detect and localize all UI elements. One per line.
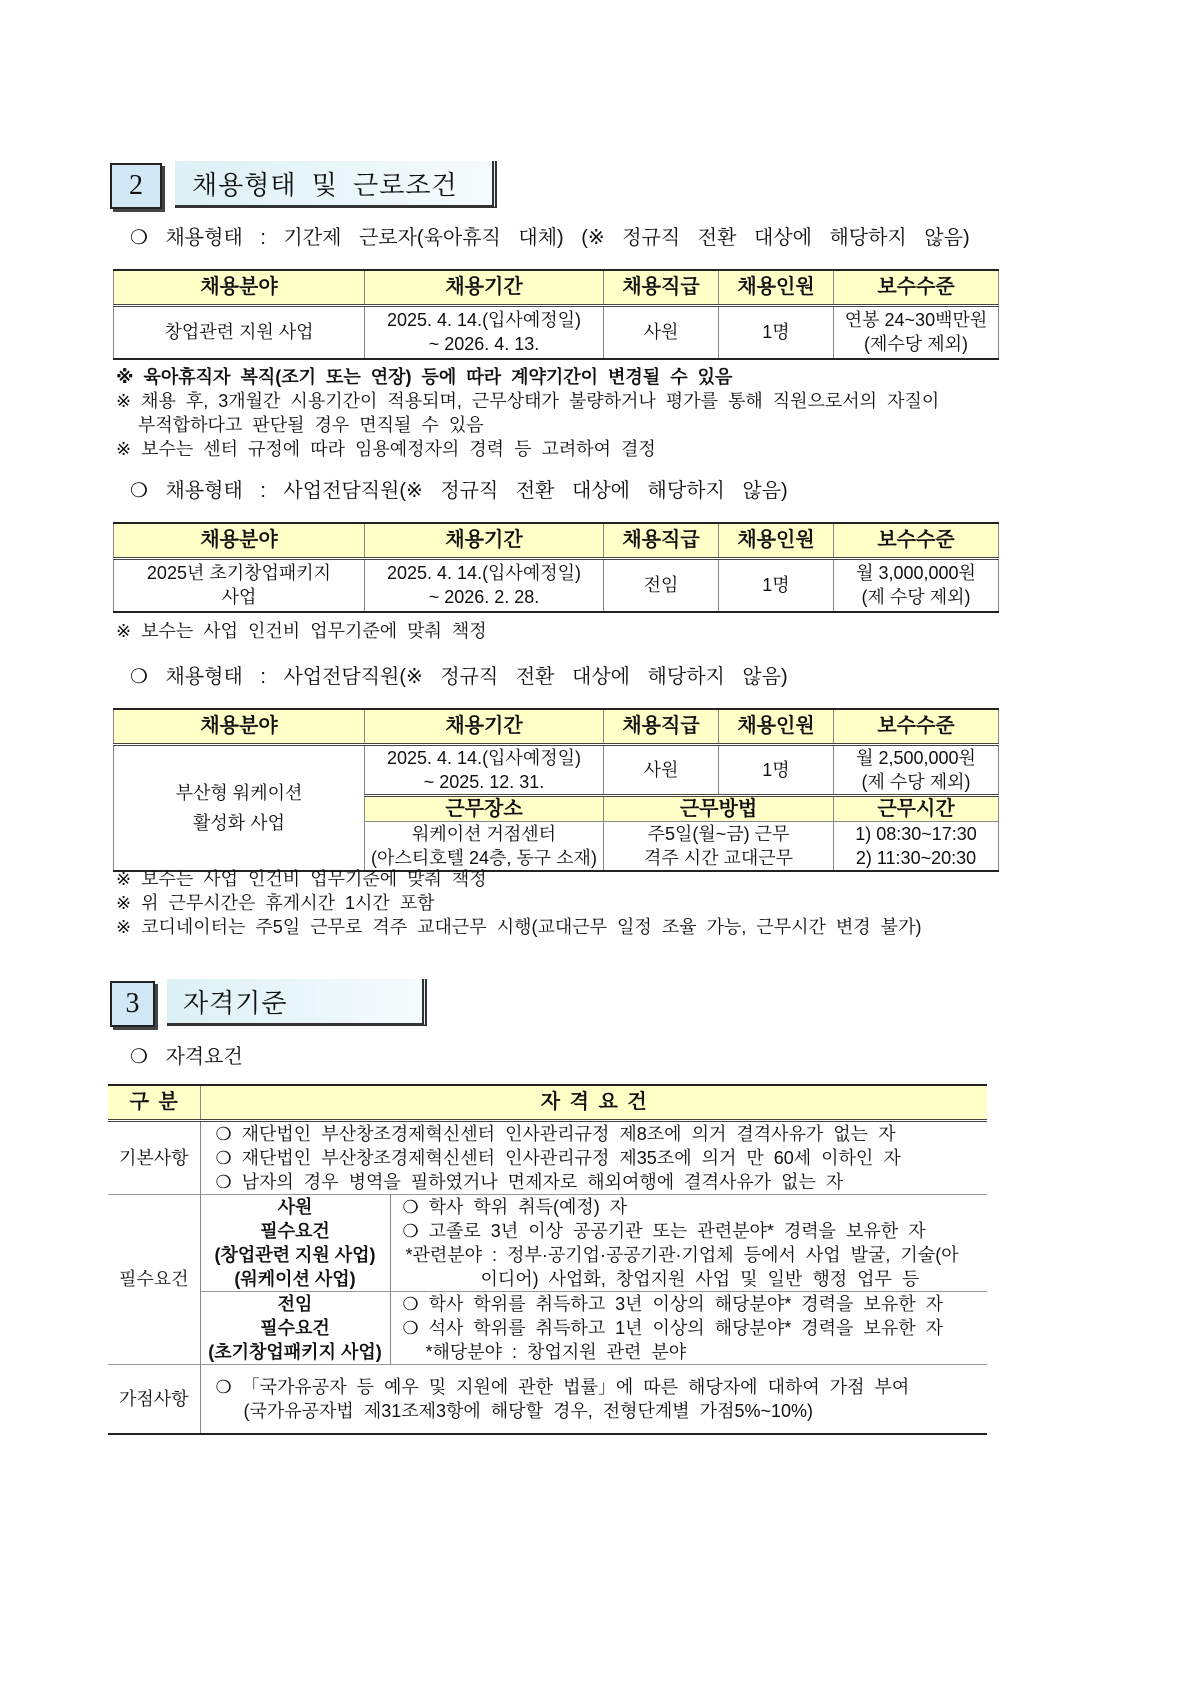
job1-note: ※ 보수는 센터 규정에 따라 임용예정자의 경력 등 고려하여 결정 [116, 439, 656, 459]
cell-place: 워케이션 거점센터 (아스티호텔 24층, 동구 소재) [365, 821, 604, 871]
section-number-3: 3 [110, 981, 155, 1027]
list-item: ❍ 남자의 경우 병역을 필하였거나 면제자로 해외여행에 결격사유가 없는 자 [215, 1171, 844, 1192]
header-pay: 보수수준 [834, 523, 999, 558]
list-item: ❍ 학사 학위 취득(예정) 자 [402, 1196, 628, 1217]
list-item: *관련분야 : 정부·공기업·공공기관·기업체 등에서 사업 발굴, 기술(아 [405, 1244, 959, 1265]
job1-note: 부적합하다고 판단될 경우 면직될 수 있음 [138, 415, 484, 435]
qualification-heading: ❍ 자격요건 [130, 1046, 243, 1068]
cell-grade: 사원 [604, 744, 719, 795]
header-requirements: 자 격 요 건 [200, 1085, 987, 1120]
header-count: 채용인원 [719, 709, 834, 744]
header-count: 채용인원 [719, 523, 834, 558]
job1-note: ※ 채용 후, 3개월간 시용기간이 적용되며, 근무상태가 불량하거나 평가를 통해 직원으로서의 자질이 [116, 391, 940, 411]
staff-content [390, 1194, 987, 1291]
cell-period: 2025. 4. 14.(입사예정일) ~ 2026. 2. 28. [365, 558, 604, 612]
list-item: 이디어) 사업화, 창업지원 사업 및 일반 행정 업무 등 [480, 1268, 920, 1289]
cell-field: 부산형 워케이션 활성화 사업 [114, 744, 365, 871]
list-item: ❍ 학사 학위를 취득하고 3년 이상의 해당분야* 경력을 보유한 자 [402, 1293, 943, 1314]
header-grade: 채용직급 [604, 270, 719, 305]
header-place: 근무장소 [365, 795, 604, 821]
header-hours: 근무시간 [834, 795, 999, 821]
header-field: 채용분야 [114, 270, 365, 305]
section-number-2: 2 [110, 163, 162, 209]
list-item: ❍ 고졸로 3년 이상 공공기관 또는 관련분야* 경력을 보유한 자 [402, 1220, 926, 1241]
header-grade: 채용직급 [604, 523, 719, 558]
header-period: 채용기간 [365, 523, 604, 558]
job3-table [113, 708, 999, 872]
cell-period: 2025. 4. 14.(입사예정일) ~ 2026. 4. 13. [365, 305, 604, 359]
job3-note: ※ 위 근무시간은 휴게시간 1시간 포함 [116, 893, 435, 913]
header-field: 채용분야 [114, 523, 365, 558]
cell-count: 1명 [719, 305, 834, 359]
section-title-3 [167, 979, 427, 1026]
cell-grade: 사원 [604, 305, 719, 359]
header-method: 근무방법 [604, 795, 834, 821]
section-title-text: 채용형태 및 근로조건 [192, 170, 458, 201]
list-item: ❍ 재단법인 부산창조경제혁신센터 인사관리규정 제35조에 의거 만 60세 이하인 자 [215, 1147, 901, 1168]
cell-period: 2025. 4. 14.(입사예정일) ~ 2025. 12. 31. [365, 744, 604, 795]
header-period: 채용기간 [365, 270, 604, 305]
section-title-text: 자격기준 [183, 988, 288, 1019]
cell-method: 주5일(월~금) 근무 격주 시간 교대근무 [604, 821, 834, 871]
header-category: 구 분 [108, 1085, 200, 1120]
basic-label: 기본사항 [108, 1120, 200, 1194]
staff-label: 사원 필수요건 (창업관련 지원 사업) (워케이션 사업) [200, 1194, 390, 1291]
job3-heading: ❍ 채용형태 : 사업전담직원(※ 정규직 전환 대상에 해당하지 않음) [130, 666, 788, 688]
job2-note: ※ 보수는 사업 인건비 업무기준에 맞춰 책정 [116, 621, 487, 641]
list-item: ❍ 「국가유공자 등 예우 및 지원에 관한 법률」에 따른 해당자에 대하여 가점 부여 [215, 1376, 910, 1397]
cell-hours: 1) 08:30~17:30 2) 11:30~20:30 [834, 821, 999, 871]
cell-field: 2025년 초기창업패키지 사업 [114, 558, 365, 612]
job3-note: ※ 코디네이터는 주5일 근무로 격주 교대근무 시행(교대근무 일정 조율 가능, 근무시간 변경 불가) [116, 917, 922, 937]
header-field: 채용분야 [114, 709, 365, 744]
header-count: 채용인원 [719, 270, 834, 305]
job3-note: ※ 보수는 사업 인건비 업무기준에 맞춰 책정 [116, 869, 487, 889]
cell-grade: 전임 [604, 558, 719, 612]
list-item: ❍ 석사 학위를 취득하고 1년 이상의 해당분야* 경력을 보유한 자 [402, 1317, 943, 1338]
job1-note: ※ 육아휴직자 복직(조기 또는 연장) 등에 따라 계약기간이 변경될 수 있음 [116, 367, 733, 387]
section-title-2 [175, 161, 497, 208]
list-item: *해당분야 : 창업지원 관련 분야 [425, 1341, 687, 1362]
job1-table [113, 269, 999, 360]
job1-heading: ❍ 채용형태 : 기간제 근로자(육아휴직 대체) (※ 정규직 전환 대상에 해당하지 않음) [130, 227, 970, 249]
fulltime-label: 전임 필수요건 (초기창업패키지 사업) [200, 1291, 390, 1364]
cell-pay: 월 3,000,000원 (제 수당 제외) [834, 558, 999, 612]
cell-field: 창업관련 지원 사업 [114, 305, 365, 359]
job2-heading: ❍ 채용형태 : 사업전담직원(※ 정규직 전환 대상에 해당하지 않음) [130, 480, 788, 502]
cell-pay: 연봉 24~30백만원 (제수당 제외) [834, 305, 999, 359]
required-label: 필수요건 [108, 1194, 200, 1364]
cell-count: 1명 [719, 744, 834, 795]
list-item: ❍ 재단법인 부산창조경제혁신센터 인사관리규정 제8조에 의거 결격사유가 없는 자 [215, 1123, 896, 1144]
header-pay: 보수수준 [834, 270, 999, 305]
cell-count: 1명 [719, 558, 834, 612]
list-item: (국가유공자법 제31조제3항에 해당할 경우, 전형단계별 가점5%~10%) [243, 1400, 814, 1421]
basic-content [200, 1120, 987, 1194]
qualification-table [108, 1084, 987, 1435]
cell-pay: 월 2,500,000원 (제 수당 제외) [834, 744, 999, 795]
header-period: 채용기간 [365, 709, 604, 744]
fulltime-content [390, 1291, 987, 1364]
job2-table [113, 522, 999, 613]
header-pay: 보수수준 [834, 709, 999, 744]
header-grade: 채용직급 [604, 709, 719, 744]
bonus-label: 가점사항 [108, 1364, 200, 1434]
bonus-content [200, 1364, 987, 1434]
